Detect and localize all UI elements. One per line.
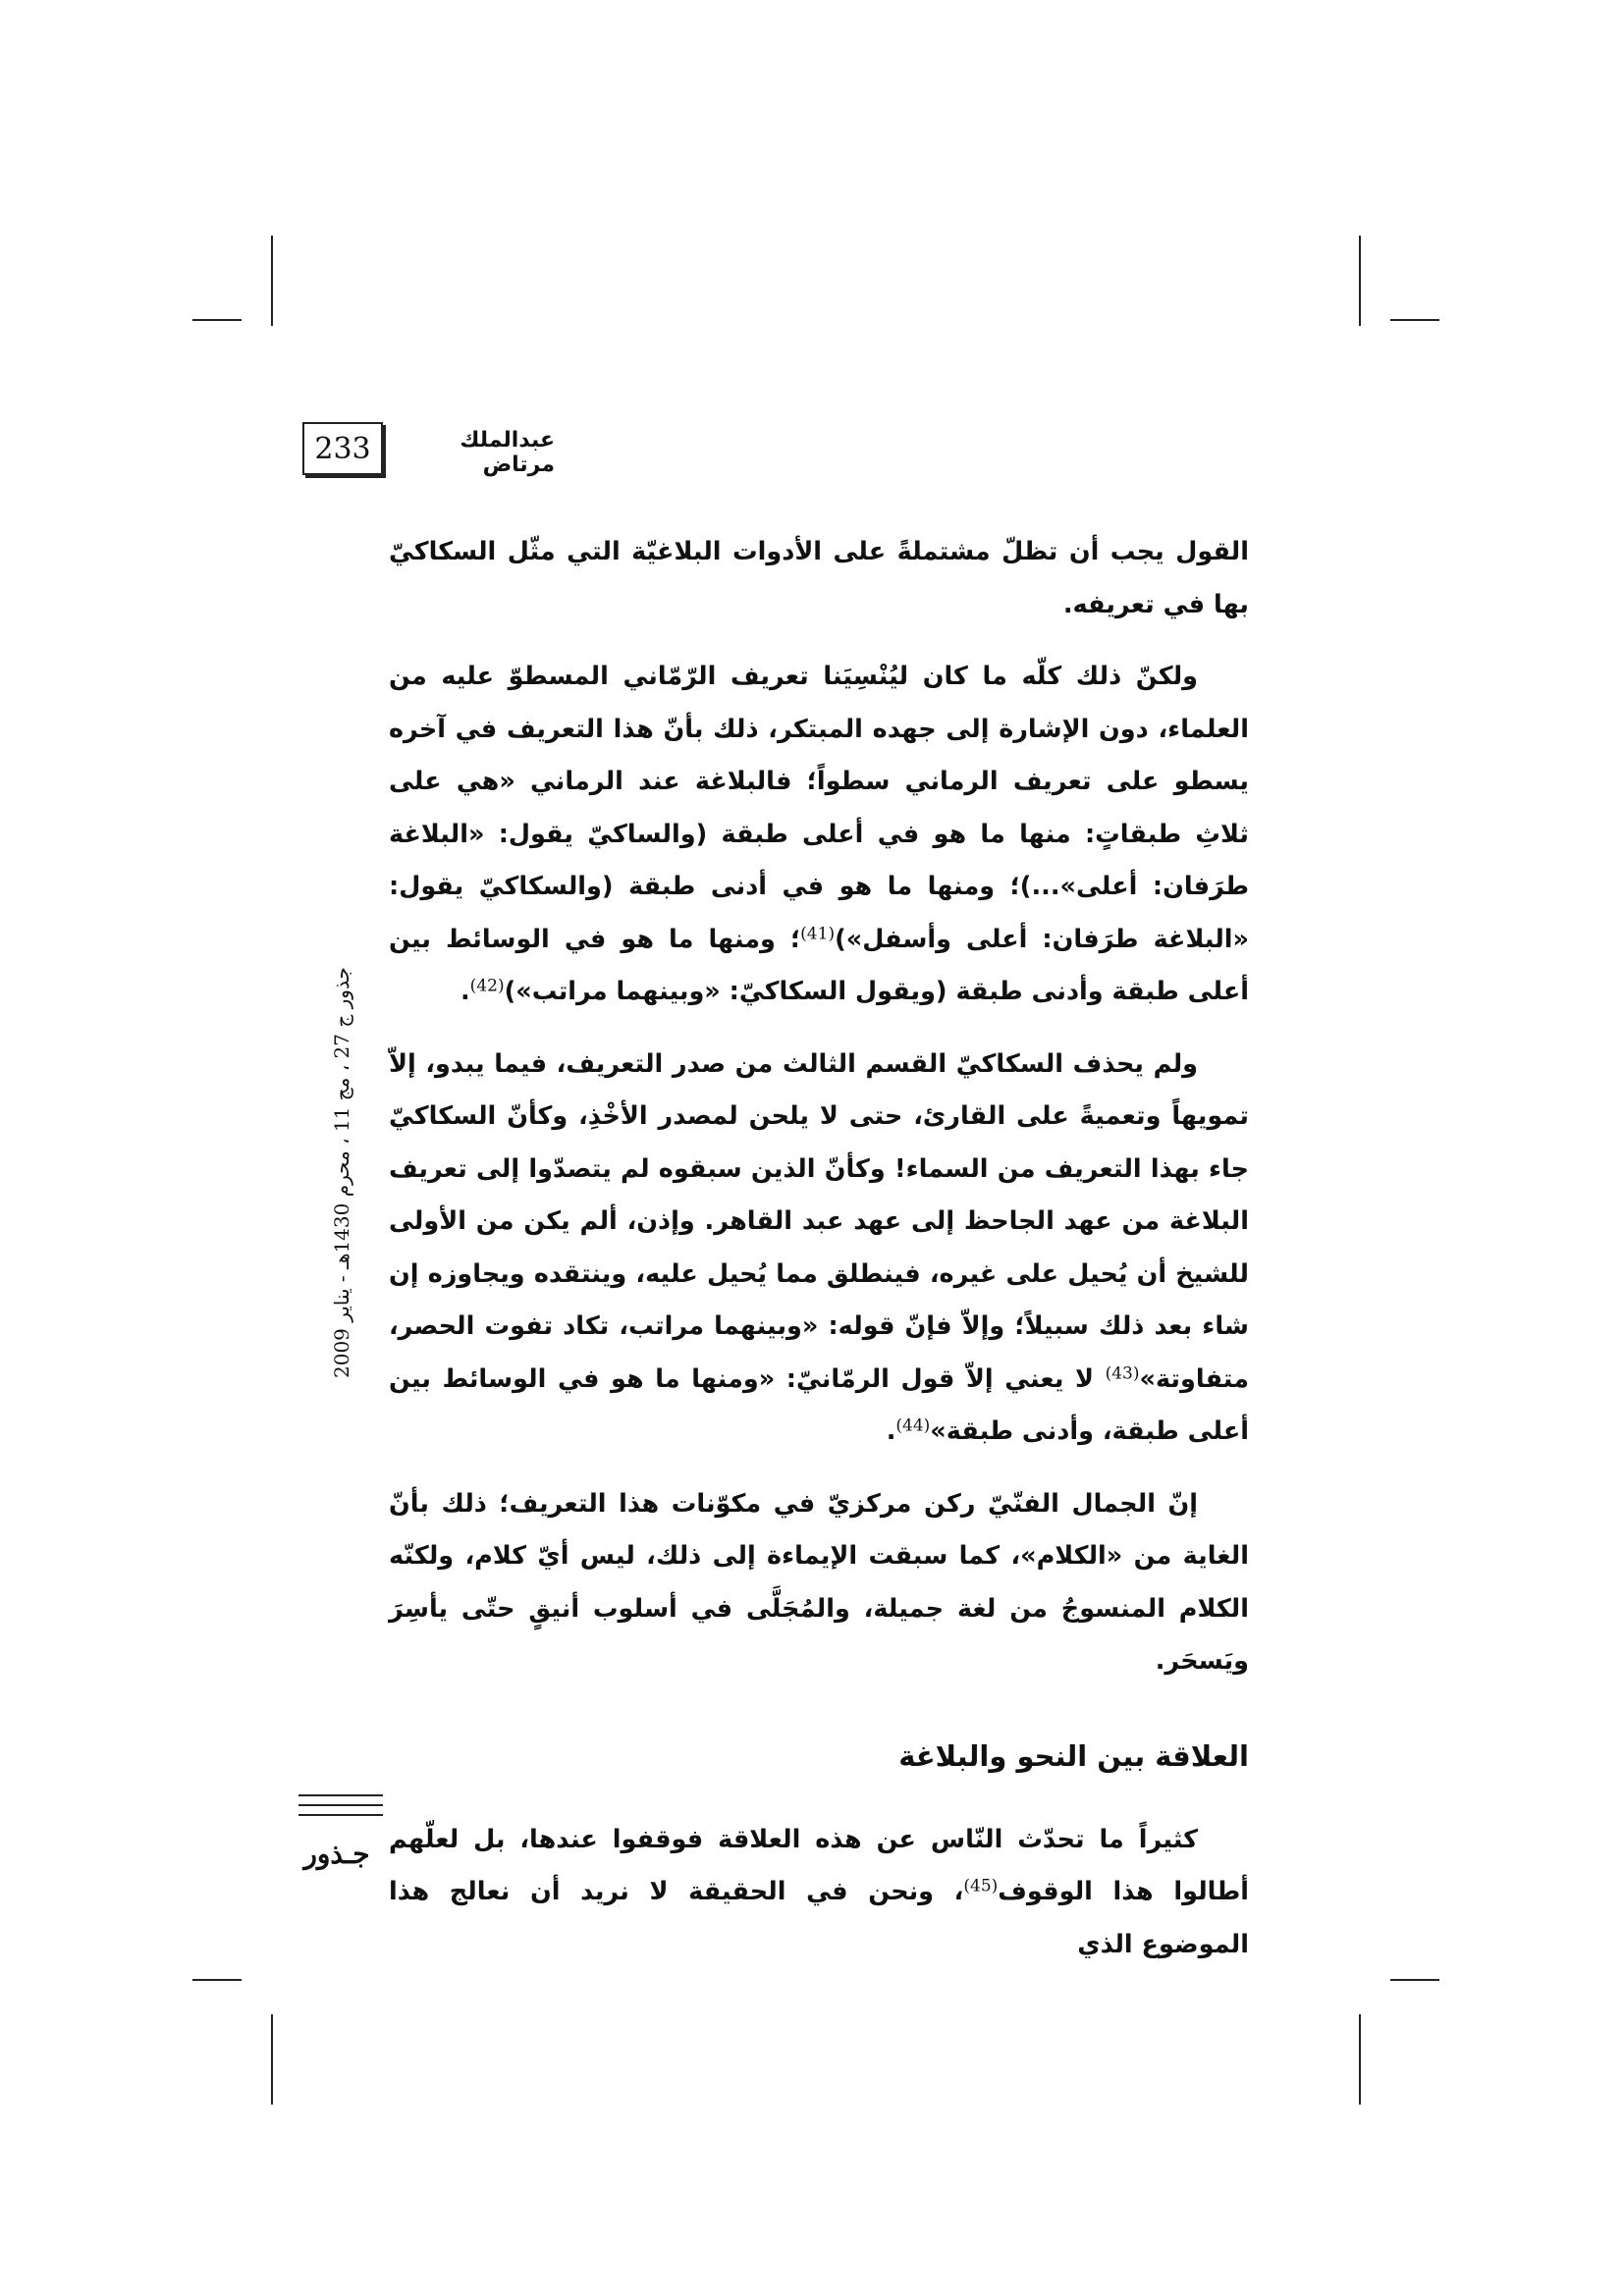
footnote-ref-41[interactable]: (41) [800, 924, 836, 943]
footnote-ref-44[interactable]: (44) [895, 1415, 931, 1436]
margin-rule-1 [298, 1794, 383, 1796]
page-number: 233 [302, 422, 383, 475]
article-body [389, 526, 1249, 1971]
paragraph-5 [389, 1814, 1249, 1972]
paragraph-5-text-b: ، ونحن في الحقيقة لا نريد أن نعالج هذا الموضوع الذي [389, 1877, 1249, 1959]
margin-rule-3 [298, 1814, 383, 1816]
footnote-ref-45[interactable]: (45) [963, 1876, 999, 1896]
journal-logo: جـذور [303, 1838, 370, 1870]
crop-mark-top-right-vertical [1359, 236, 1361, 326]
paragraph-1 [389, 526, 1249, 631]
paragraph-4 [389, 1478, 1249, 1688]
paragraph-2-text-b: ؛ ومنها ما هو في الوسائط بين أعلى طبقة وأدنى طبقة (ويقول السكاكيّ: «وبينهما مراتب») [389, 924, 1249, 1006]
section-heading: العلاقة بين النحو والبلاغة [898, 1738, 1249, 1773]
crop-mark-bottom-left-horizontal [192, 1979, 242, 1981]
paragraph-4-text: إنّ الجمال الفنّيّ ركن مركزيّ في مكوّنات هذا التعريف؛ ذلك بأنّ الغاية من «الكلام»، كما سبقت الإيماءة إلى ذلك، ليس أيّ كلام، ولكنّه الكلام المنسوجُ من لغة جميلة، والمُجَلَّى في أسلوب أنيقٍ حتّى يأسِرَ ويَسحَر. [389, 1488, 1249, 1676]
crop-mark-bottom-left-vertical [271, 2014, 273, 2105]
paragraph-1-text: القول يجب أن تظلّ مشتملةً على الأدوات البلاغيّة التي مثّل السكاكيّ بها في تعريفه. [389, 537, 1249, 619]
paragraph-3-text: ولم يحذف السكاكيّ القسم الثالث من صدر التعريف، فيما يبدو، إلاّ تمويهاً وتعميةً على القارئ، حتى لا يلحن لمصدر الأخْذِ، وكأنّ السكاكيّ جاء بهذا التعريف من السماء! وكأنّ الذين سبقوه لم يتصدّوا إلى تعريف البلاغة من عهد الجاحظ إلى عهد عبد القاهر. وإذن، ألم يكن من الأولى للشيخ أن يُحيل على غيره، فينطلق مما يُحيل عليه، وينتقده ويجاوزه إن شاء بعد ذلك سبيلاً؛ وإلاّ فإنّ قوله: «وبينهما مراتب، تكاد تفوت الحصر، متفاوتة» [389, 1048, 1249, 1394]
paragraph-2-end: . [460, 977, 470, 1006]
issue-info-text: جذور ج 27 ، مج 11 ، محرم 1430هـ - يناير 2009 [330, 967, 353, 1378]
paragraph-3-end: . [886, 1416, 896, 1446]
paragraph-3-text-b: لا يعني إلاّ قول الرمّانيّ: «ومنها ما هو في الوسائط بين أعلى طبقة، وأدنى طبقة» [389, 1363, 1249, 1446]
paragraph-5-text: كثيراً ما تحدّث النّاس عن هذه العلاقة فوقفوا عندها، بل لعلّهم أطالوا هذا الوقوف [389, 1824, 1249, 1906]
crop-mark-top-right-horizontal [1390, 319, 1439, 321]
paragraph-2-text: ولكنّ ذلك كلّه ما كان ليُنْسِيَنا تعريف الرّمّاني المسطوّ عليه من العلماء، دون الإشارة إلى جهده المبتكر، ذلك بأنّ هذا التعريف في آخره يسطو على تعريف الرماني سطواً؛ فالبلاغة عند الرماني «هي على ثلاثِ طبقاتٍ: منها ما هو في أعلى طبقة (والساكيّ يقول: «البلاغة طرَفان: أعلى»...)؛ ومنها ما هو في أدنى طبقة (والسكاكيّ يقول: «البلاغة طرَفان: أعلى وأسفل») [389, 662, 1250, 954]
footnote-ref-42[interactable]: (42) [469, 976, 505, 996]
margin-rule-2 [298, 1804, 383, 1806]
crop-mark-bottom-right-horizontal [1390, 1979, 1439, 1981]
crop-mark-bottom-right-vertical [1359, 2014, 1361, 2105]
footnote-ref-43[interactable]: (43) [1105, 1363, 1140, 1383]
crop-mark-top-left-horizontal [192, 319, 242, 321]
paragraph-3 [389, 1039, 1249, 1459]
paragraph-2 [389, 651, 1249, 1019]
running-head-author: عبدالملك مرتاض [460, 428, 555, 477]
crop-mark-top-left-vertical [271, 236, 273, 326]
